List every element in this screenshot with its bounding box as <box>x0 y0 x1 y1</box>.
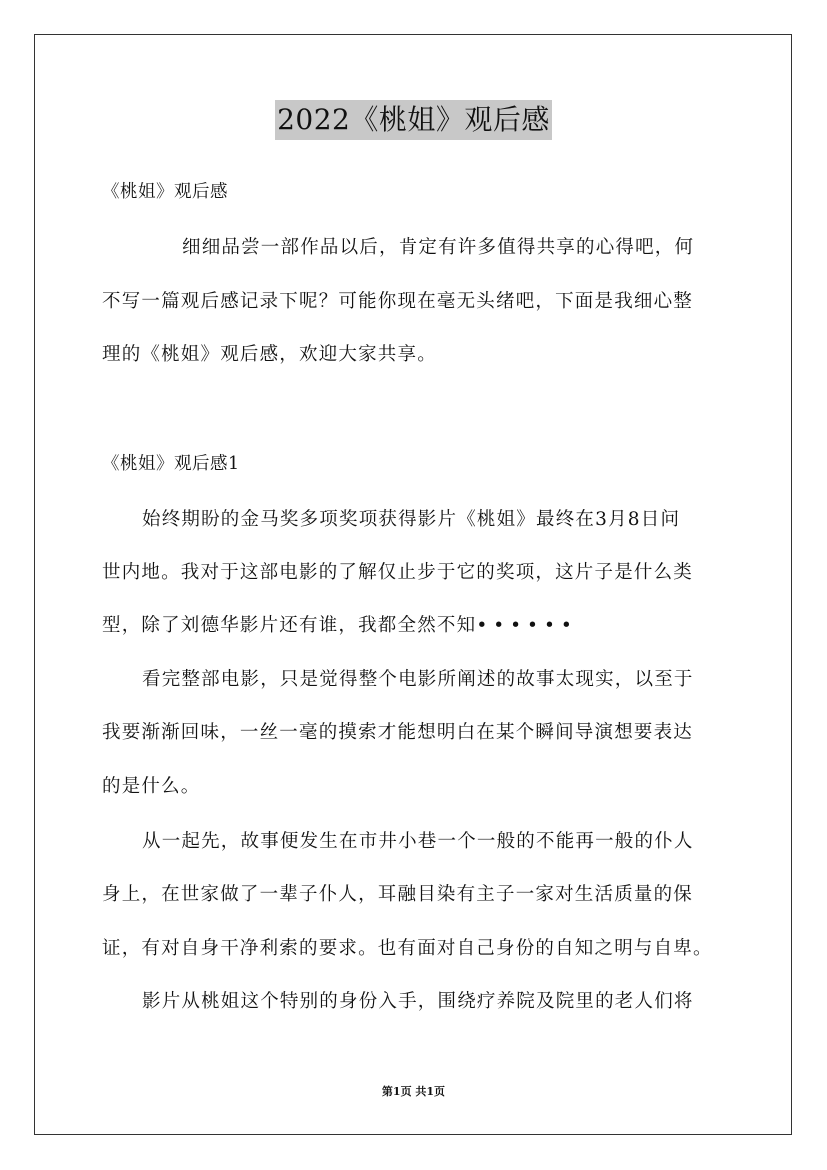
paragraph-line: 身上，在世家做了一辈子仆人，耳融目染有主子一家对生活质量的保 <box>102 884 694 905</box>
intro-line: 理的《桃姐》观后感，欢迎大家共享。 <box>102 344 437 365</box>
paragraph-line: 证，有对自身干净利索的要求。也有面对自己身份的自知之明与自卑。 <box>102 938 713 959</box>
document-title: 2022《桃姐》观后感 <box>275 100 552 140</box>
paragraph-line: 世内地。我对于这部电影的了解仅止步于它的奖项，这片子是什么类 <box>102 562 694 583</box>
paragraph-line: 的是什么。 <box>102 776 201 797</box>
intro-heading: 《桃姐》观后感 <box>102 182 228 202</box>
paragraph-line: 始终期盼的金马奖多项奖项获得影片《桃姐》最终在3月8日问 <box>142 509 681 530</box>
paragraph-line: 看完整部电影，只是觉得整个电影所阐述的故事太现实，以至于 <box>142 669 694 690</box>
paragraph-line: 影片从桃姐这个特别的身份入手，围绕疗养院及院里的老人们将 <box>142 991 694 1012</box>
intro-line: 不写一篇观后感记录下呢？可能你现在毫无头绪吧，下面是我细心整 <box>102 291 694 312</box>
page-footer: 第1页 共1页 <box>381 1085 446 1098</box>
paragraph-line <box>102 614 578 638</box>
title-wrap <box>0 100 827 140</box>
section-heading: 《桃姐》观后感1 <box>102 454 240 474</box>
paragraph-text: 型，除了刘德华影片还有谁，我都全然不知 <box>102 615 477 636</box>
paragraph-line: 从一起先，故事便发生在市井小巷一个一般的不能再一般的仆人 <box>142 831 694 852</box>
intro-line: 细细品尝一部作品以后，肯定有许多值得共享的心得吧，何 <box>182 237 695 258</box>
ellipsis-dots: •••••• <box>476 615 578 636</box>
paragraph-line: 我要渐渐回味，一丝一毫的摸索才能想明白在某个瞬间导演想要表达 <box>102 722 694 743</box>
